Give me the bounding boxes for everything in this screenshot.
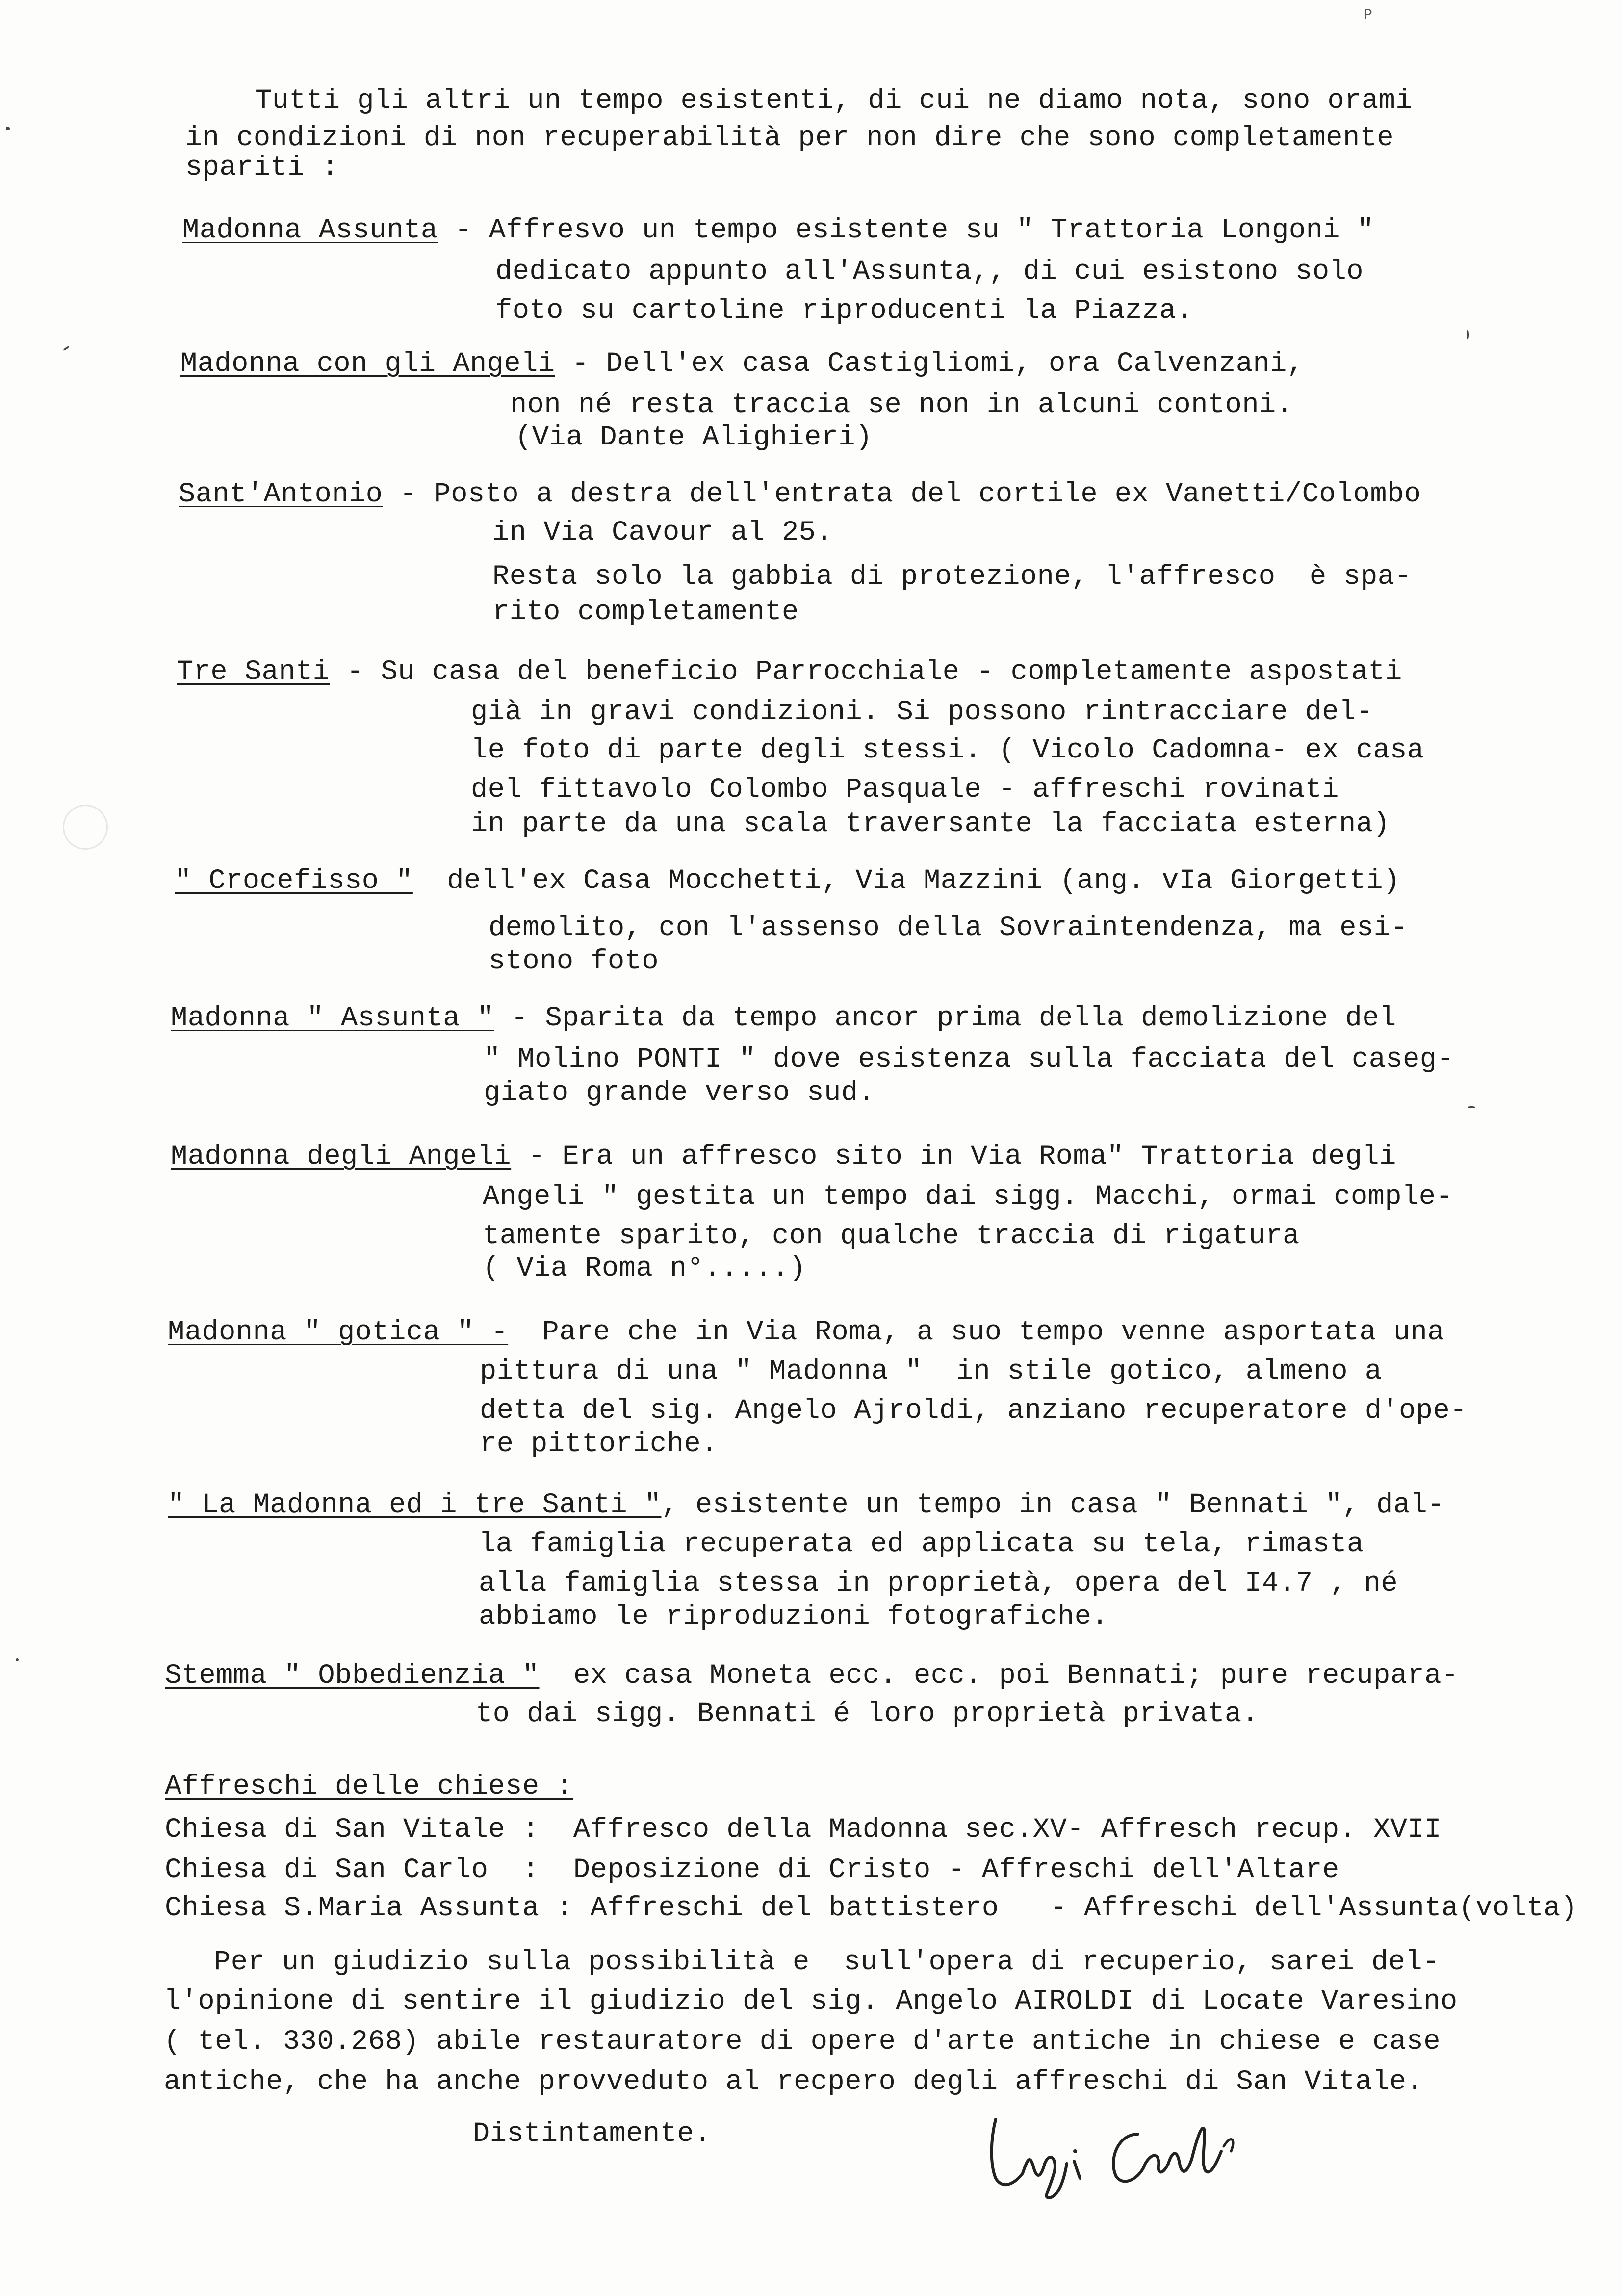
scan-speck — [16, 1658, 19, 1661]
entry-heading — [171, 1137, 1396, 1176]
punch-hole-mark — [63, 805, 108, 850]
entry-text: già in gravi condizioni. Si possono rintracciare del- — [471, 697, 1373, 728]
entry-heading — [171, 999, 1396, 1038]
entry-text: Angeli " gestita un tempo dai sigg. Macchi, ormai comple- — [483, 1181, 1453, 1213]
entry-text: - Su casa del beneficio Parrocchiale - completamente aspostati — [330, 656, 1402, 688]
entry-text: (Via Dante Alighieri) — [515, 422, 873, 453]
entry-heading — [177, 652, 1402, 692]
entry-title: " Crocefisso " — [175, 865, 413, 897]
entry-text: Resta solo la gabbia di protezione, l'affresco è spa- — [492, 561, 1412, 593]
entry-text: - Sparita da tempo ancor prima della demolizione del — [494, 1003, 1396, 1034]
entry-text: ( Via Roma n°.....) — [483, 1253, 806, 1284]
entry-heading — [168, 1313, 1444, 1352]
entry-text: la famiglia recuperata ed applicata su tela, rimasta — [479, 1529, 1364, 1560]
closing-line: ( tel. 330.268) abile restauratore di opere d'arte antiche in chiese e case — [164, 2026, 1441, 2058]
entry-text: Pare che in Via Roma, a suo tempo venne asportata una — [508, 1317, 1444, 1348]
entry-text: , esistente un tempo in casa " Bennati ", dal- — [661, 1489, 1444, 1521]
entry-text: - Affresvo un tempo esistente su " Trattoria Longoni " — [438, 215, 1374, 246]
church-row: Chiesa S.Maria Assunta : Affreschi del battistero - Affreschi dell'Assunta(volta) — [165, 1893, 1578, 1924]
closing-line: antiche, che ha anche provveduto al recpero degli affreschi di San Vitale. — [164, 2066, 1424, 2098]
entry-heading — [168, 1486, 1444, 1525]
closing-line: Per un giudizio sulla possibilità e sull'opera di recuperio, sarei del- — [214, 1947, 1440, 1978]
entry-text: detta del sig. Angelo Ajroldi, anziano recuperatore d'ope- — [480, 1395, 1467, 1427]
entry-title: Madonna degli Angeli — [171, 1141, 512, 1173]
page-corner-mark: P — [1364, 7, 1373, 24]
entry-text: abbiamo le riproduzioni fotografiche. — [479, 1601, 1109, 1633]
entry-text: - Posto a destra dell'entrata del cortile ex Vanetti/Colombo — [383, 479, 1421, 510]
intro-line: spariti : — [185, 152, 339, 183]
entry-title: Madonna " gotica " - — [168, 1317, 509, 1348]
scan-speck — [1467, 330, 1469, 339]
entry-heading — [165, 1656, 1459, 1696]
church-row: Chiesa di San Carlo : Deposizione di Cristo - Affreschi dell'Altare — [165, 1854, 1339, 1886]
scan-speck — [1468, 1106, 1475, 1108]
closing-line: l'opinione di sentire il giudizio del sig. Angelo AIROLDI di Locate Varesino — [164, 1986, 1458, 2017]
scan-speck — [6, 127, 10, 130]
entry-text: in Via Cavour al 25. — [492, 517, 833, 548]
entry-text: tamente sparito, con qualche traccia di rigatura — [483, 1221, 1300, 1252]
entry-text: le foto di parte degli stessi. ( Vicolo Cadomna- ex casa — [471, 735, 1424, 766]
entry-text: in parte da una scala traversante la facciata esterna) — [471, 809, 1390, 840]
entry-text: - Dell'ex casa Castigliomi, ora Calvenzani, — [555, 348, 1304, 380]
entry-heading — [182, 211, 1374, 250]
entry-text: alla famiglia stessa in proprietà, opera del I4.7 , né — [479, 1568, 1398, 1599]
entry-text: foto su cartoline riproducenti la Piazza. — [495, 295, 1193, 327]
entry-text: non né resta traccia se non in alcuni contoni. — [510, 390, 1293, 421]
churches-heading: Affreschi delle chiese : — [165, 1771, 573, 1802]
church-row: Chiesa di San Vitale : Affresco della Madonna sec.XV- Affresch recup. XVII — [165, 1814, 1442, 1846]
entry-title: Stemma " Obbedienzia " — [165, 1660, 540, 1692]
salutation: Distintamente. — [473, 2118, 711, 2150]
entry-text: re pittoriche. — [480, 1429, 718, 1460]
intro-line: in condizioni di non recuperabilità per non dire che sono completamente — [185, 123, 1394, 154]
handwritten-signature — [976, 2105, 1270, 2203]
entry-text: demolito, con l'assenso della Sovraintendenza, ma esi- — [489, 913, 1408, 944]
entry-title: " La Madonna ed i tre Santi " — [168, 1489, 662, 1521]
entry-heading — [180, 344, 1304, 384]
intro-line: Tutti gli altri un tempo esistenti, di cui ne diamo nota, sono orami — [255, 85, 1413, 117]
entry-title: Madonna con gli Angeli — [180, 348, 555, 380]
entry-text: " Molino PONTI " dove esistenza sulla facciata del caseg- — [484, 1044, 1454, 1075]
entry-title: Sant'Antonio — [179, 479, 383, 510]
entry-heading — [175, 861, 1400, 901]
scan-speck — [63, 345, 70, 351]
entry-text: rito completamente — [492, 597, 799, 628]
entry-text: dedicato appunto all'Assunta,, di cui esistono solo — [495, 256, 1364, 287]
entry-text: pittura di una " Madonna " in stile gotico, almeno a — [480, 1356, 1382, 1387]
entry-text: - Era un affresco sito in Via Roma" Trattoria degli — [511, 1141, 1396, 1173]
entry-heading — [179, 475, 1421, 514]
entry-text: to dai sigg. Bennati é loro proprietà privata. — [476, 1698, 1259, 1730]
entry-text: dell'ex Casa Mocchetti, Via Mazzini (ang. vIa Giorgetti) — [412, 865, 1400, 897]
entry-text: giato grande verso sud. — [484, 1077, 875, 1109]
entry-text: ex casa Moneta ecc. ecc. poi Bennati; pure recupara- — [539, 1660, 1459, 1692]
entry-title: Tre Santi — [177, 656, 330, 688]
entry-title: Madonna Assunta — [182, 215, 438, 246]
entry-text: del fittavolo Colombo Pasquale - affreschi rovinati — [471, 774, 1339, 806]
entry-title: Madonna " Assunta " — [171, 1003, 494, 1034]
entry-text: stono foto — [489, 946, 659, 977]
